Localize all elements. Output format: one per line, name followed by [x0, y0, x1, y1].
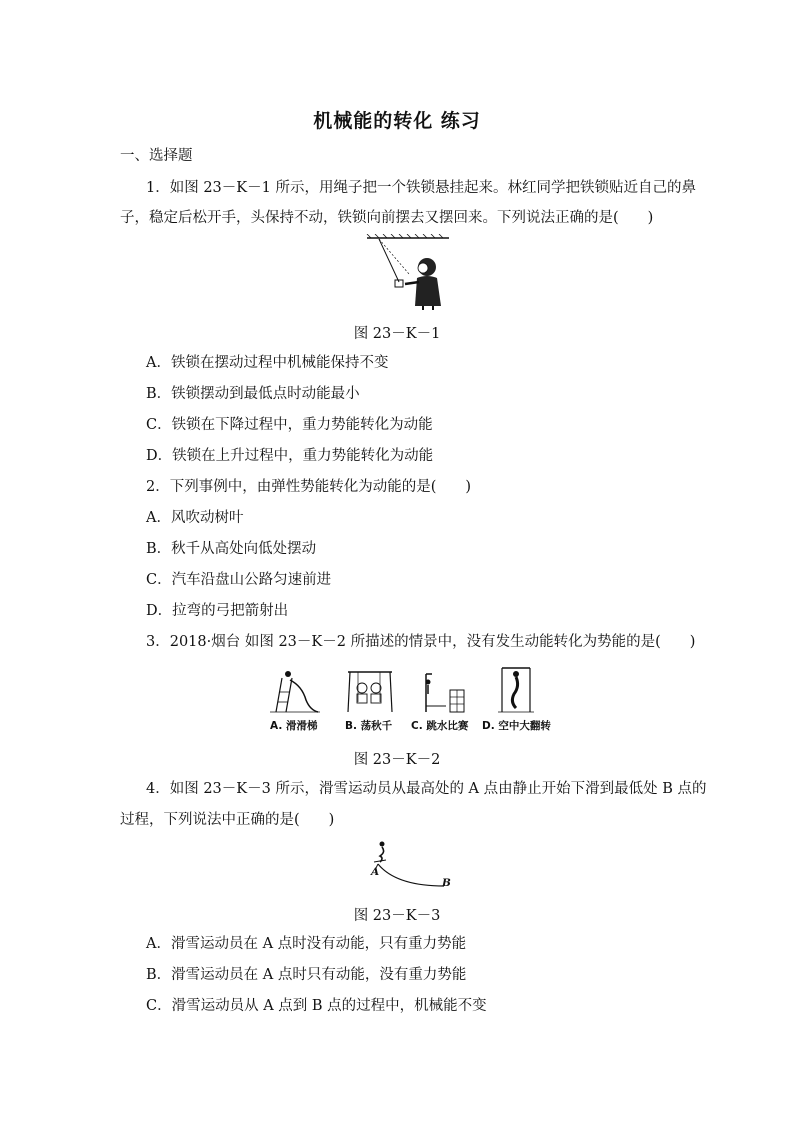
question-3-line-1: 3．2018·烟台 如图 23－K－2 所描述的情景中，没有发生动能转化为势能的是( ): [146, 634, 696, 650]
question-4-line-1: 4．如图 23－K－3 所示，滑雪运动员从最高处的 A 点由静止开始下滑到最低处 B 点的: [146, 781, 707, 797]
question-2-option-b: B．秋千从高处向低处摆动: [146, 541, 317, 557]
point-b-label: B: [442, 877, 451, 889]
figure-2-caption: 图 23－K－2: [353, 752, 441, 768]
figure-1-caption: 图 23－K－1: [353, 326, 441, 342]
question-4-option-b: B．滑雪运动员在 A 点时只有动能，没有重力势能: [146, 967, 467, 983]
question-1-line-1: 1．如图 23－K－1 所示，用绳子把一个铁锁悬挂起来。林红同学把铁锁贴近自己的鼻: [146, 180, 696, 196]
figure-2-label-c: C. 跳水比赛: [411, 720, 469, 732]
figure-aerial-flip: [496, 664, 536, 714]
question-1-option-b: B．铁锁摆动到最低点时动能最小: [146, 386, 360, 402]
figure-slide: [268, 668, 320, 714]
question-4-line-2: 过程，下列说法中正确的是( ): [120, 812, 335, 828]
question-1-line-2: 子，稳定后松开手，头保持不动，铁锁向前摆去又摆回来。下列说法正确的是( ): [120, 210, 654, 226]
question-1-option-c: C．铁锁在下降过程中，重力势能转化为动能: [146, 417, 433, 433]
question-4-option-a: A．滑雪运动员在 A 点时没有动能，只有重力势能: [146, 936, 467, 952]
figure-2-label-b: B. 荡秋千: [345, 720, 393, 732]
question-1-option-a: A．铁锁在摆动过程中机械能保持不变: [146, 355, 389, 371]
figure-diving: [418, 668, 468, 714]
question-2-option-c: C．汽车沿盘山公路匀速前进: [146, 572, 332, 588]
figure-pendulum-lock: [365, 234, 461, 310]
question-2-option-d: D．拉弯的弓把箭射出: [146, 603, 289, 619]
page-title: 机械能的转化 练习: [313, 110, 481, 132]
question-1-option-d: D．铁锁在上升过程中，重力势能转化为动能: [146, 448, 434, 464]
figure-swing: [344, 668, 396, 714]
figure-3-caption: 图 23－K－3: [353, 908, 441, 924]
question-2-option-a: A．风吹动树叶: [146, 510, 244, 526]
figure-2-label-a: A. 滑滑梯: [270, 720, 318, 732]
question-2-line-1: 2．下列事例中，由弹性势能转化为动能的是( ): [146, 479, 472, 495]
question-4-option-c: C．滑雪运动员从 A 点到 B 点的过程中，机械能不变: [146, 998, 487, 1014]
section-heading: 一、选择题: [120, 148, 193, 164]
figure-2-label-d: D. 空中大翻转: [482, 720, 551, 732]
point-a-label: A: [371, 866, 380, 878]
